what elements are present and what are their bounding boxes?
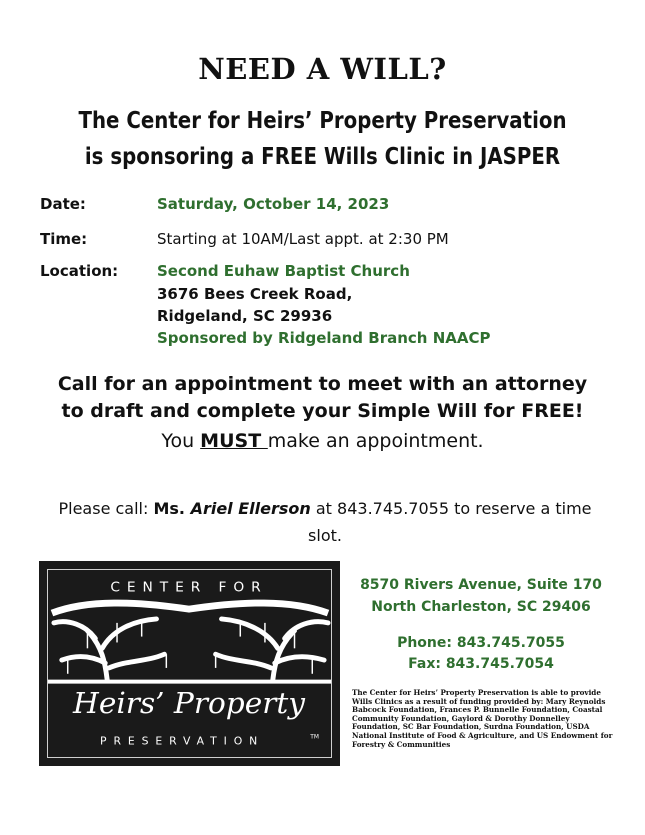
call-to-action-line-2: to draft and complete your Simple Will for FREE! <box>61 400 584 422</box>
funding-note: The Center for Heirs’ Property Preservation is able to provide Wills Clinics as a result of funding provided by: Mary Reynolds Babcock Foundation, Frances P. Bunnelle Foundation, Coastal Community Foundation, Gaylord & Dorothy Donnelley Foundation, SC Bar Foundation, Surdna Foundation, USDA National Institute of Food & Agriculture, and US Endowment for Forestry & Communities <box>352 688 613 749</box>
subtitle-line-1: The Center for Heirs’ Property Preservation <box>78 108 567 134</box>
call-to-action-line-1: Call for an appointment to meet with an attorney <box>57 373 588 395</box>
tree-logo-icon <box>48 570 331 757</box>
call-to-action-line-3 <box>0 430 645 452</box>
location-name: Second Euhaw Baptist Church <box>157 262 410 280</box>
logo-bottom-text: PRESERVATION <box>100 734 265 748</box>
location-city: Ridgeland, SC 29936 <box>157 307 333 325</box>
page-headline: NEED A WILL? <box>198 52 447 86</box>
logo-script-text: Heirs’ Property <box>73 686 305 720</box>
fax-number: Fax: 843.745.7054 <box>408 656 554 672</box>
location-sponsor: Sponsored by Ridgeland Branch NAACP <box>157 329 491 347</box>
time-label: Time: <box>40 230 88 248</box>
contact-prefix: Please call: <box>58 499 154 518</box>
must-emphasis: MUST <box>200 430 268 452</box>
must-suffix: make an appointment. <box>267 430 484 452</box>
contact-name: Ariel Ellerson <box>190 499 311 518</box>
logo-top-text: CENTER FOR <box>110 579 268 596</box>
contact-phone-text: at 843.745.7055 to reserve a time slot. <box>308 499 592 545</box>
date-value: Saturday, October 14, 2023 <box>157 195 390 213</box>
address-line-1: 8570 Rivers Avenue, Suite 170 <box>360 577 602 593</box>
organization-logo <box>39 561 340 766</box>
trademark-symbol: TM <box>310 734 319 741</box>
contact-title: Ms. <box>153 499 191 518</box>
address-line-2: North Charleston, SC 29406 <box>371 599 591 615</box>
subtitle-line-2: is sponsoring a FREE Wills Clinic in JASPER <box>84 144 561 170</box>
contact-instructions <box>40 495 610 549</box>
location-label: Location: <box>40 262 119 280</box>
time-value: Starting at 10AM/Last appt. at 2:30 PM <box>157 230 449 248</box>
must-prefix: You <box>161 430 201 452</box>
date-label: Date: <box>40 195 86 213</box>
phone-number: Phone: 843.745.7055 <box>397 635 565 651</box>
location-street: 3676 Bees Creek Road, <box>157 285 353 303</box>
